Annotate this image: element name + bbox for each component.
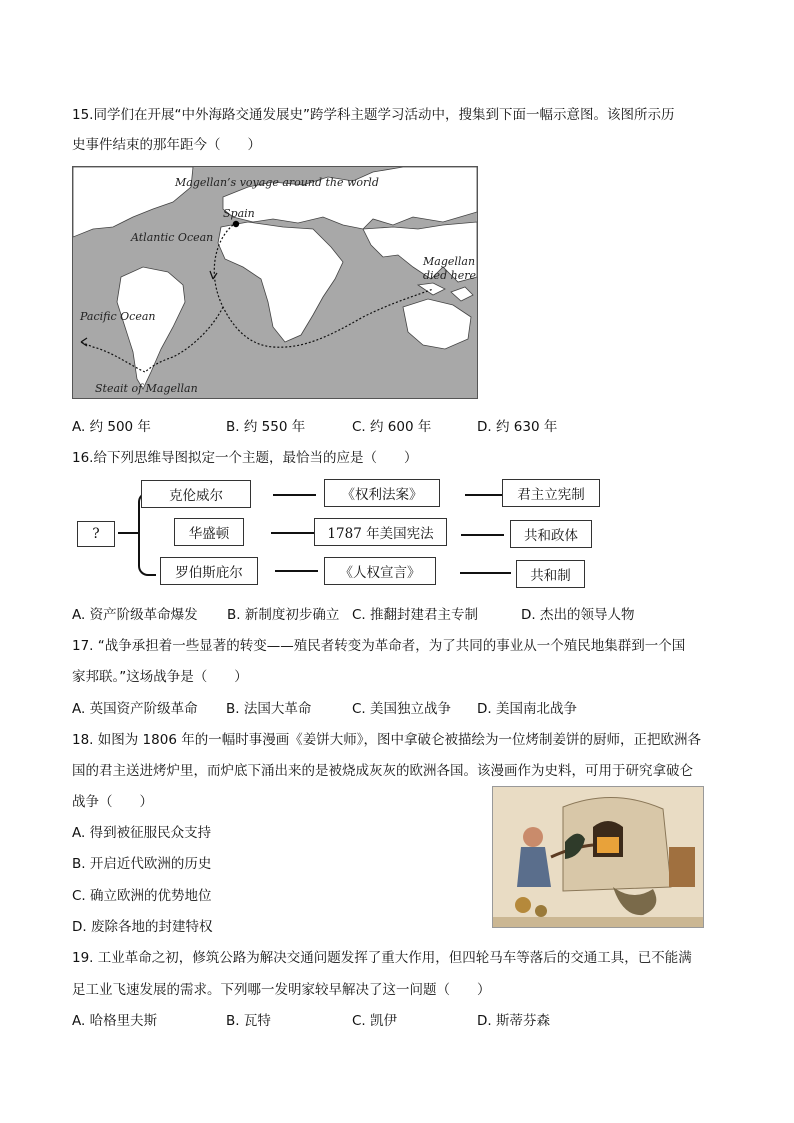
q18-stem-line1: 18. 如图为 1806 年的一幅时事漫画《姜饼大师》，图中拿破仑被描绘为一位烤制姜饼的厨师，正把欧洲各	[72, 732, 701, 748]
map-label-strait: Steait of Magellan	[95, 382, 198, 395]
q19-option-d[interactable]: D. 斯蒂芬森	[477, 1013, 550, 1029]
q16-option-a[interactable]: A. 资产阶级革命爆发	[72, 607, 198, 623]
q17-option-c[interactable]: C. 美国独立战争	[352, 701, 452, 717]
q15-stem-line2: 史事件结束的那年距今（ ）	[72, 137, 261, 153]
mind-map-root-connector	[118, 532, 138, 534]
q16-option-b[interactable]: B. 新制度初步确立	[227, 607, 340, 623]
q18-option-d[interactable]: D. 废除各地的封建特权	[72, 919, 213, 935]
connector-1b	[465, 494, 502, 496]
mind-map-person-2: 华盛顿	[174, 518, 244, 546]
q19-stem-line1: 19. 工业革命之初，修筑公路为解决交通问题发挥了重大作用，但四轮马车等落后的交通工具，已不能满	[72, 950, 692, 966]
map-label-pacific: Pacific Ocean	[80, 310, 156, 323]
mind-map-doc-3: 《人权宣言》	[324, 557, 436, 585]
q19-option-c[interactable]: C. 凯伊	[352, 1013, 398, 1029]
mind-map-root: ?	[77, 521, 115, 547]
q18-stem-line2: 国的君主送进烤炉里，而炉底下涌出来的是被烧成灰灰的欧洲各国。该漫画作为史料，可用于研究拿破仑	[72, 763, 693, 779]
q18-option-a[interactable]: A. 得到被征服民众支持	[72, 825, 212, 841]
gingerbread-baker-cartoon	[492, 786, 704, 928]
q17-option-b[interactable]: B. 法国大革命	[226, 701, 312, 717]
q15-option-d[interactable]: D. 约 630 年	[477, 419, 558, 435]
connector-1a	[273, 494, 316, 496]
mind-map-doc-2: 1787 年美国宪法	[314, 518, 447, 546]
q18-option-c[interactable]: C. 确立欧洲的优势地位	[72, 888, 212, 904]
mind-map-person-3: 罗伯斯庇尔	[160, 557, 258, 585]
q17-stem-line1: 17. “战争承担着一些显著的转变——殖民者转变为革命者，为了共同的事业从一个殖民地集群到一个国	[72, 638, 686, 654]
connector-2b	[461, 534, 504, 536]
mind-map-doc-1: 《权利法案》	[324, 479, 440, 507]
q18-stem-line3: 战争（ ）	[72, 794, 153, 810]
connector-3b	[460, 572, 511, 574]
mind-map-person-1: 克伦威尔	[141, 480, 251, 508]
q17-option-a[interactable]: A. 英国资产阶级革命	[72, 701, 198, 717]
q17-option-d[interactable]: D. 美国南北战争	[477, 701, 577, 717]
q16-stem: 16.给下列思维导图拟定一个主题，最恰当的应是（ ）	[72, 450, 418, 466]
mind-map-result-3: 共和制	[516, 560, 585, 588]
mind-map-result-1: 君主立宪制	[502, 479, 600, 507]
map-label-died2: died here	[423, 269, 476, 282]
map-label-died1: Magellan	[423, 255, 476, 268]
map-title: Magellan’s voyage around the world	[175, 176, 379, 189]
q15-stem-line1: 15.同学们在开展“中外海路交通发展史”跨学科主题学习活动中，搜集到下面一幅示意图。该图所示历	[72, 107, 675, 123]
q19-option-a[interactable]: A. 哈格里夫斯	[72, 1013, 158, 1029]
q16-option-c[interactable]: C. 推翻封建君主专制	[352, 607, 479, 623]
connector-2a	[271, 532, 314, 534]
q19-stem-line2: 足工业飞速发展的需求。下列哪一发明家较早解决了这一问题（ ）	[72, 982, 491, 998]
q15-option-b[interactable]: B. 约 550 年	[226, 419, 306, 435]
map-label-atlantic: Atlantic Ocean	[131, 231, 214, 244]
mind-map-result-2: 共和政体	[510, 520, 592, 548]
connector-3a	[275, 570, 318, 572]
q18-option-b[interactable]: B. 开启近代欧洲的历史	[72, 856, 212, 872]
q16-option-d[interactable]: D. 杰出的领导人物	[521, 607, 635, 623]
magellan-voyage-map	[72, 166, 478, 399]
q15-option-a[interactable]: A. 约 500 年	[72, 419, 151, 435]
q15-option-c[interactable]: C. 约 600 年	[352, 419, 432, 435]
q19-option-b[interactable]: B. 瓦特	[226, 1013, 271, 1029]
map-label-spain: Spain	[223, 207, 255, 220]
q17-stem-line2: 家邦联。”这场战争是（ ）	[72, 669, 248, 685]
